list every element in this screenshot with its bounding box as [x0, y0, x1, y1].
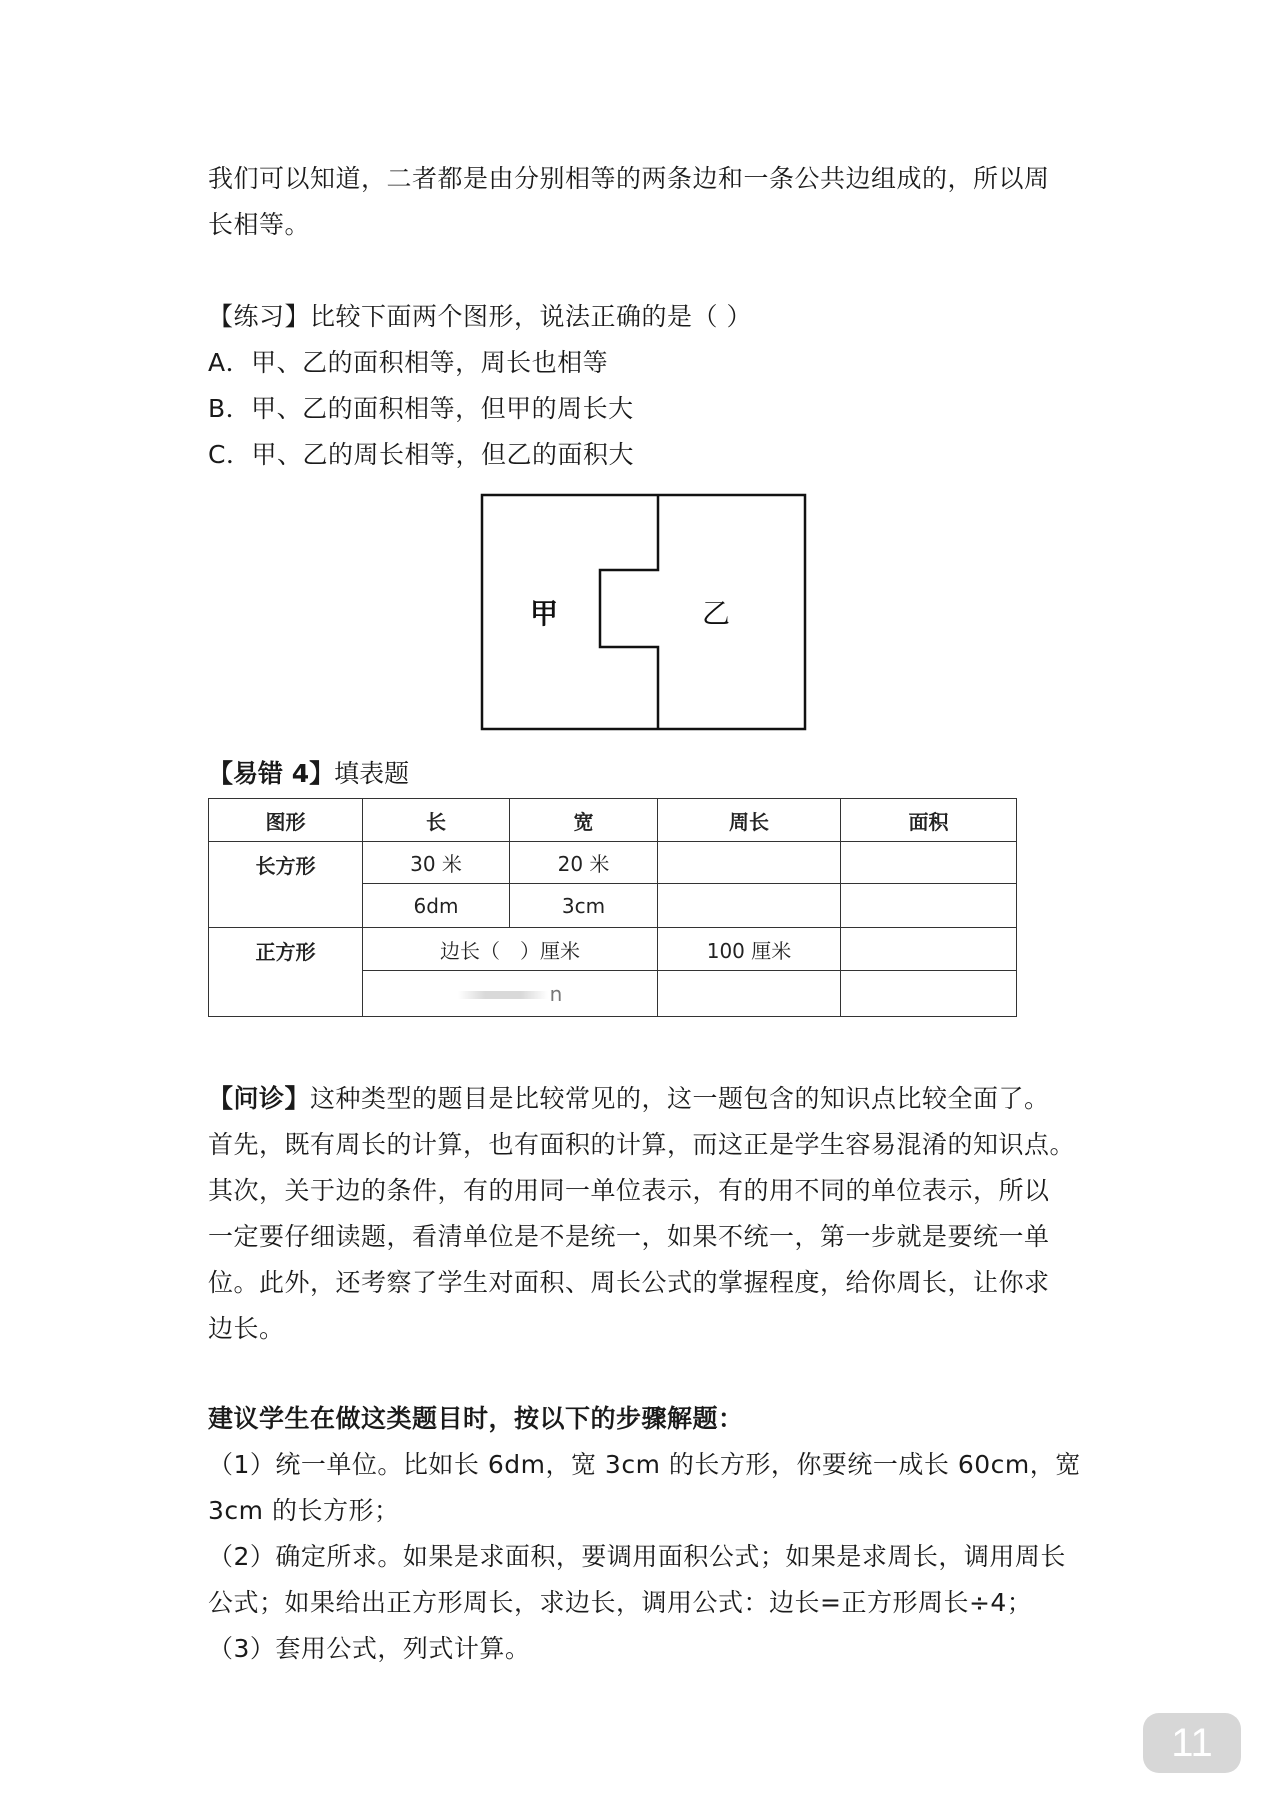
advice-line: （1）统一单位。比如长 6dm，宽 3cm 的长方形，你要统一成长 60cm，宽 — [208, 1450, 1081, 1479]
table-header-row — [209, 799, 1017, 842]
advice-line: （3）套用公式，列式计算。 — [208, 1634, 531, 1663]
figure-divider-line — [600, 495, 658, 729]
fill-in-table — [208, 798, 1017, 1017]
mistake-heading — [208, 754, 409, 794]
advice-line: （2）确定所求。如果是求面积，要调用面积公式；如果是求周长，调用周长 — [208, 1542, 1066, 1571]
exercise-block — [208, 294, 1088, 478]
advice-line: 公式；如果给出正方形周长，求边长，调用公式：边长=正方形周长÷4； — [208, 1588, 1033, 1617]
table-cell — [658, 971, 841, 1017]
table-cell: 20 米 — [510, 842, 658, 884]
analysis-line: 首先，既有周长的计算，也有面积的计算，而这正是学生容易混淆的知识点。 — [208, 1130, 1076, 1159]
analysis-line: 位。此外，还考察了学生对面积、周长公式的掌握程度，给你周长，让你求 — [208, 1268, 1050, 1297]
blur-mark — [458, 991, 548, 999]
table-cell: 6dm — [363, 884, 510, 928]
header-area: 面积 — [841, 799, 1017, 842]
analysis-line: 一定要仔细读题，看清单位是不是统一，如果不统一，第一步就是要统一单 — [208, 1222, 1050, 1251]
analysis-first-rest: 这种类型的题目是比较常见的，这一题包含的知识点比较全面了。 — [310, 1084, 1050, 1113]
header-shape: 图形 — [209, 799, 363, 842]
option-b: B．甲、乙的面积相等，但甲的周长大 — [208, 394, 634, 423]
row-label-square: 正方形 — [209, 928, 363, 1017]
header-length: 长 — [363, 799, 510, 842]
figure-label-jia: 甲 — [530, 597, 559, 630]
obscured-text: n — [549, 981, 563, 1006]
table-row — [209, 928, 1017, 971]
figure-label-yi: 乙 — [702, 597, 731, 630]
shape-figure — [480, 493, 807, 731]
table-cell — [841, 842, 1017, 884]
advice-line: 3cm 的长方形； — [208, 1496, 400, 1525]
table-cell — [841, 928, 1017, 971]
table-cell — [841, 971, 1017, 1017]
option-c: C．甲、乙的周长相等，但乙的面积大 — [208, 440, 634, 469]
table-row — [209, 842, 1017, 884]
table-cell: 30 米 — [363, 842, 510, 884]
intro-paragraph — [208, 156, 1088, 248]
advice-heading: 建议学生在做这类题目时，按以下的步骤解题： — [208, 1404, 744, 1433]
table-cell: 100 厘米 — [658, 928, 841, 971]
analysis-paragraph — [208, 1076, 1088, 1352]
table-cell: 3cm — [510, 884, 658, 928]
analysis-line — [208, 1076, 1088, 1122]
table-cell — [841, 884, 1017, 928]
option-a: A．甲、乙的面积相等，周长也相等 — [208, 348, 609, 377]
intro-line: 长相等。 — [208, 210, 311, 239]
page-number-badge: 11 — [1143, 1713, 1241, 1773]
advice-block — [208, 1396, 1088, 1672]
intro-line: 我们可以知道，二者都是由分别相等的两条边和一条公共边组成的，所以周 — [208, 164, 1050, 193]
analysis-tag: 【问诊】 — [208, 1084, 311, 1113]
mistake-title: 填表题 — [334, 759, 410, 788]
table-cell: 边长（ ）厘米 — [363, 928, 658, 971]
analysis-line: 边长。 — [208, 1314, 285, 1343]
analysis-line: 其次，关于边的条件，有的用同一单位表示，有的用不同的单位表示，所以 — [208, 1176, 1050, 1205]
header-perimeter: 周长 — [658, 799, 841, 842]
header-width: 宽 — [510, 799, 658, 842]
mistake-tag: 【易错 4】 — [208, 759, 335, 788]
table-cell-obscured — [363, 971, 658, 1017]
exercise-prompt: 【练习】比较下面两个图形，说法正确的是（ ） — [208, 302, 752, 331]
row-label-rectangle: 长方形 — [209, 842, 363, 928]
table-cell — [658, 842, 841, 884]
table-cell — [658, 884, 841, 928]
